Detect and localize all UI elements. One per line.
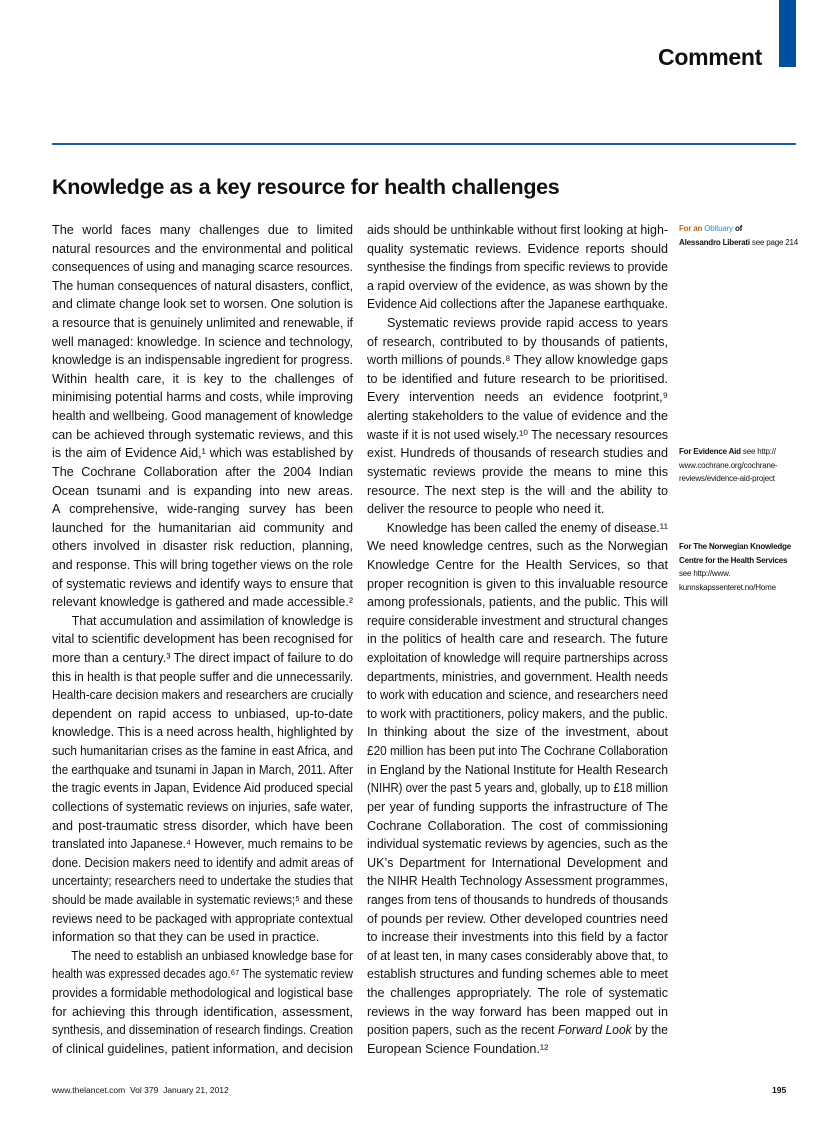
text-segment: We need knowledge centres, such as the Norwegian (367, 539, 668, 554)
text-line-content (367, 556, 668, 575)
text-line-content (367, 798, 668, 817)
text-segment: per year of funding supports the infrastructure of The (367, 799, 668, 814)
text-line-content (52, 984, 353, 1003)
text-line (52, 1021, 353, 1040)
text-line (52, 705, 353, 724)
text-line-content (52, 593, 353, 612)
note-page: see page 214 (751, 237, 799, 247)
text-line-content (367, 444, 668, 463)
text-segment: such humanitarian crises as the famine in east Africa, and (52, 744, 353, 759)
text-segment: translated into Japanese.⁴ However, much remains to be (52, 837, 353, 852)
text-segment: can be achieved through systematic reviews, and this (52, 427, 353, 442)
note-url-1[interactable]: see http://www. (679, 569, 731, 578)
text-line (367, 556, 668, 575)
note-mid: of (734, 224, 743, 233)
text-segment: establish structures and funding schemes able to meet (367, 967, 668, 982)
text-line (367, 947, 668, 966)
text-line (367, 928, 668, 947)
text-segment: in England by the National Institute for Health Research (367, 762, 668, 777)
text-segment: uncertainty; researchers need to undertake the studies that (52, 874, 353, 889)
text-line (367, 463, 668, 482)
text-segment: The world faces many challenges due to limited (52, 223, 353, 237)
text-line-content (52, 630, 353, 649)
text-line (367, 388, 668, 407)
text-segment: Health-care decision makers and researchers are crucially (52, 688, 353, 703)
text-line-content (52, 537, 353, 556)
text-segment: reviews in the way forward has been mapped out in (367, 1004, 668, 1019)
text-segment: Every intervention needs an evidence footprint,⁹ (367, 390, 668, 405)
text-segment: reviews need to be packaged with appropriate contextual (52, 911, 353, 926)
text-segment: synthesise the findings from specific reviews to provide (367, 260, 668, 275)
text-segment: worth millions of pounds.⁸ They allow knowledge gaps (367, 353, 668, 368)
text-line (52, 575, 353, 594)
text-segment: Knowledge Centre for the Health Services, so that (367, 557, 668, 572)
text-line-content (367, 817, 668, 836)
text-segment: position papers, such as the recent (367, 1023, 558, 1038)
text-line (367, 723, 668, 742)
text-line (52, 742, 353, 761)
text-line-content (367, 388, 668, 407)
text-line (52, 872, 353, 891)
text-segment: Cochrane Collaboration. The cost of commissioning (367, 818, 668, 833)
text-line-content (52, 798, 353, 817)
text-line (367, 277, 668, 296)
text-line-content (367, 295, 668, 314)
text-line-content (62, 612, 353, 631)
text-line (367, 910, 668, 929)
text-line (52, 221, 353, 240)
text-segment: consequences of using and managing scarce resources. (52, 260, 353, 275)
text-line (52, 407, 353, 426)
text-segment: and post-traumatic stress disorder, which have been (52, 818, 353, 833)
text-line-content (52, 668, 353, 687)
text-line (52, 1040, 353, 1059)
text-line-content (52, 761, 353, 780)
note-url-2[interactable]: www.cochrane.org/cochrane- (679, 460, 778, 470)
text-line (367, 872, 668, 891)
text-line (367, 426, 668, 445)
text-segment: and climate change look set to worsen. One solution is (52, 297, 353, 312)
text-line-content (377, 519, 668, 538)
section-label: Comment (658, 44, 762, 70)
text-line (52, 426, 353, 445)
text-line-content (367, 705, 668, 724)
text-segment: departments, ministries, and government. Health needs (367, 669, 668, 684)
text-line-content (52, 351, 353, 370)
text-line-content (377, 314, 668, 333)
text-line-content (367, 482, 668, 501)
text-line-content (52, 779, 353, 798)
text-line-content (52, 388, 353, 407)
text-segment: collections of systematic reviews on injuries, safe water, (52, 799, 353, 814)
text-segment: Evidence Aid collections after the Japanese earthquake. (367, 297, 668, 312)
text-line-content (52, 333, 353, 352)
text-segment: information so that they can be used in practice. (52, 930, 320, 945)
text-segment: Systematic reviews provide rapid access to years (387, 316, 668, 331)
text-segment: proper recognition is given to this invaluable resource (367, 576, 668, 591)
text-line-content (52, 705, 353, 724)
text-line-content (367, 575, 668, 594)
text-segment: systematic reviews provide the means to mine this (367, 464, 668, 479)
text-line (367, 575, 668, 594)
text-line (367, 649, 668, 668)
text-line (52, 910, 353, 929)
text-line-content (52, 295, 353, 314)
text-line (367, 407, 668, 426)
text-segment: minimising potential harms and costs, while improving (52, 390, 353, 405)
body-column-left (52, 221, 353, 1058)
text-line-content (52, 463, 353, 482)
note-url-2[interactable]: kunnskapssenteret.no/Home (679, 582, 776, 592)
text-line (367, 1040, 668, 1059)
text-segment: health was expressed decades ago.⁶⁷ The systematic review (52, 967, 353, 982)
text-line-content (367, 537, 668, 556)
text-line-content (367, 910, 668, 929)
text-line (367, 984, 668, 1003)
text-line (52, 761, 353, 780)
text-segment: exploitation of knowledge will require partnerships across (367, 651, 668, 666)
text-segment: to be identified and future research to be prioritised. (367, 371, 668, 386)
text-segment: of clinical guidelines, patient information, and decision (52, 1041, 353, 1056)
text-line-content (367, 668, 668, 687)
note-heading: For Evidence Aid (679, 447, 741, 456)
text-segment: to increase their investments into this field by a factor (367, 930, 668, 945)
text-segment: knowledge is an indispensable ingredient for progress. (52, 353, 353, 368)
text-segment: £20 million has been put into The Cochrane Collaboration (367, 744, 668, 759)
text-line-content (367, 1021, 668, 1040)
page-number: 195 (772, 1085, 787, 1095)
text-line-content (52, 519, 353, 538)
text-line-content (52, 426, 353, 445)
text-line (367, 500, 668, 519)
text-line (52, 817, 353, 836)
text-segment: the earthquake and tsunami in Japan in March, 2011. After (52, 762, 353, 777)
note-name: Alessandro Liberati (679, 237, 750, 247)
text-line (367, 668, 668, 687)
text-line-content (52, 649, 353, 668)
text-line (52, 668, 353, 687)
text-line (52, 519, 353, 538)
text-line (52, 984, 353, 1003)
text-line-content (52, 928, 319, 947)
text-segment: this in health is that people suffer and die unnecessarily. (52, 669, 353, 684)
note-heading-1: For The Norwegian Knowledge (679, 542, 791, 551)
text-segment: quality systematic reviews. Evidence reports should (367, 241, 668, 256)
text-line-content (52, 1040, 353, 1059)
text-line-content (367, 426, 668, 445)
text-line-content (52, 556, 353, 575)
text-line (367, 221, 668, 240)
italic-title: Forward Look (557, 1023, 632, 1038)
text-segment: aids should be unthinkable without first looking at high- (367, 223, 668, 237)
text-line-content (52, 444, 353, 463)
text-line (367, 240, 668, 259)
text-segment: the challenges appropriately. The role of systematic (367, 985, 668, 1000)
text-line-content (367, 779, 668, 798)
text-line (52, 854, 353, 873)
text-line (367, 965, 668, 984)
text-line (52, 947, 353, 966)
text-segment: should be made available in systematic reviews;⁵ and these (52, 892, 353, 907)
text-line-content (52, 742, 353, 761)
text-line-content (367, 593, 668, 612)
text-line (52, 295, 353, 314)
text-line (52, 649, 353, 668)
text-segment: A comprehensive, wide-ranging survey has been (52, 502, 353, 517)
text-segment: alerting stakeholders to the value of evidence and the (367, 409, 668, 424)
note-url-3[interactable]: reviews/evidence-aid-project (679, 474, 775, 483)
text-segment: of at least ten, in many cases considerably above that, to (367, 948, 668, 963)
text-line-content (52, 370, 353, 389)
text-line-content (52, 258, 353, 277)
text-segment: Within health care, it is key to the challenges of (52, 371, 353, 386)
text-line (52, 258, 353, 277)
text-segment: launched for the humanitarian aid community and (52, 520, 353, 535)
text-line (367, 258, 668, 277)
text-line-content (52, 872, 353, 891)
text-line (367, 1003, 668, 1022)
text-line (52, 686, 353, 705)
text-segment: resource. The next step is the will and the ability to (367, 483, 668, 498)
text-segment: of systematic reviews and identify ways to ensure that (52, 576, 353, 591)
text-line-content (52, 482, 353, 501)
text-line (52, 333, 353, 352)
text-line (52, 537, 353, 556)
text-line-content (52, 277, 353, 296)
text-line-content (52, 723, 353, 742)
text-line (52, 798, 353, 817)
text-segment: others involved in disaster risk reduction, planning, (52, 539, 353, 554)
text-line (52, 630, 353, 649)
text-line (52, 370, 353, 389)
text-line (367, 333, 668, 352)
text-line-content (52, 575, 353, 594)
text-segment: for achieving this through identification, assessment, (52, 1004, 353, 1019)
text-line (367, 761, 668, 780)
text-line (52, 444, 353, 463)
text-line (367, 686, 668, 705)
text-line-content (52, 1003, 353, 1022)
text-segment: well managed: knowledge. In science and technology, (52, 334, 353, 349)
text-segment: health and wellbeing. Good management of knowledge (52, 409, 353, 424)
text-segment: of pounds per review. Other developed countries need (367, 911, 668, 926)
obituary-link[interactable]: Obituary (704, 224, 733, 233)
text-segment: (NIHR) over the past 5 years and, globally, up to £18 million (367, 781, 668, 796)
note-prefix: For an (679, 224, 703, 233)
text-line (367, 705, 668, 724)
text-segment: is the aim of Evidence Aid,¹ which was established by (52, 446, 353, 461)
text-line (52, 928, 353, 947)
text-line (52, 482, 353, 501)
text-line-content (367, 612, 668, 631)
header-rule (52, 143, 796, 145)
text-line (367, 817, 668, 836)
text-line-content (367, 965, 668, 984)
text-segment: The need to establish an unbiased knowledge base for (71, 948, 353, 963)
text-line (52, 277, 353, 296)
text-segment: individual systematic reviews by agencies, such as the (367, 837, 668, 852)
text-line (52, 965, 353, 984)
text-line-content (367, 835, 668, 854)
text-line-content (367, 872, 668, 891)
text-line-content (367, 370, 668, 389)
text-segment: Ocean tsunami and is expanding into new areas. (52, 483, 353, 498)
text-segment: done. Decision makers need to identify and admit areas of (52, 855, 353, 870)
note-heading-2: Centre for the Health Services (679, 555, 788, 565)
text-line (52, 593, 353, 612)
text-line (52, 314, 353, 333)
text-line (52, 500, 353, 519)
text-line (367, 314, 668, 333)
text-line (52, 891, 353, 910)
text-line-content (367, 686, 668, 705)
text-line-content (52, 854, 353, 873)
text-segment: to work with practitioners, policy makers, and the public. (367, 706, 668, 721)
text-segment: ranges from tens of thousands to hundreds of thousands (367, 892, 668, 907)
text-segment: of research, contributed to by thousands of patients, (367, 334, 668, 349)
text-line (367, 1021, 668, 1040)
text-segment: The Cochrane Collaboration after the 2004 Indian (52, 464, 353, 479)
text-line (52, 835, 353, 854)
note-url-1[interactable]: see http:// (742, 447, 776, 456)
text-line (52, 1003, 353, 1022)
text-line-content (52, 817, 353, 836)
text-line (367, 798, 668, 817)
text-line-content (367, 947, 668, 966)
text-segment: a rapid overview of the evidence, as was shown by the (367, 278, 668, 293)
text-line-content (367, 221, 668, 240)
text-segment: exist. Hundreds of thousands of research studies and (367, 446, 668, 461)
text-line (367, 630, 668, 649)
text-line-content (367, 723, 668, 742)
text-line-content (367, 351, 668, 370)
text-line (367, 742, 668, 761)
text-segment: The human consequences of natural disasters, conflict, (52, 278, 353, 293)
text-segment: dependent on rapid access to unbiased, up-to-date (52, 706, 353, 721)
text-segment: Knowledge has been called the enemy of disease.¹¹ (386, 520, 668, 535)
footer-volume: Vol 379 (129, 1085, 159, 1095)
text-line-content (367, 984, 668, 1003)
text-line (52, 388, 353, 407)
text-segment: UK’s Department for International Development and (367, 855, 668, 870)
article-title: Knowledge as a key resource for health challenges (52, 175, 560, 199)
text-line (367, 593, 668, 612)
text-segment: to work with education and science, and researchers need (367, 688, 668, 703)
text-segment: the NIHR Health Technology Assessment programmes, (367, 874, 668, 889)
sidebar-note-norwegian-centre (679, 540, 829, 594)
text-line-content (367, 649, 668, 668)
text-line-content (367, 1040, 548, 1059)
text-segment: waste if it is not used wisely.¹⁰ The necessary resources (367, 427, 668, 442)
text-line-content (367, 333, 668, 352)
text-segment: by the (631, 1023, 668, 1038)
text-line-content (52, 835, 353, 854)
text-segment: among professionals, patients, and the public. This will (367, 595, 668, 610)
text-line-content (367, 854, 668, 873)
text-line-content (52, 314, 353, 333)
text-line (367, 444, 668, 463)
text-line-content (52, 221, 353, 240)
text-line-content (367, 742, 668, 761)
text-line-content (52, 686, 353, 705)
text-segment: more than a century.³ The direct impact of failure to do (52, 651, 353, 666)
text-line (52, 240, 353, 259)
text-line (367, 519, 668, 538)
text-line-content (62, 947, 353, 966)
text-segment: In thinking about the size of the investment, about (367, 725, 668, 740)
text-line (367, 295, 668, 314)
text-line-content (367, 500, 604, 519)
text-line-content (367, 240, 668, 259)
text-line (367, 351, 668, 370)
body-column-middle (367, 221, 668, 1058)
text-segment: vital to scientific development has been recognised for (52, 632, 353, 647)
text-line-content (367, 891, 668, 910)
text-line-content (367, 928, 668, 947)
text-line-content (52, 240, 353, 259)
text-line-content (367, 1003, 668, 1022)
sidebar-note-obituary (679, 222, 829, 249)
text-line (367, 891, 668, 910)
text-segment: relevant knowledge is gathered and made accessible.² (52, 595, 353, 610)
text-line (367, 537, 668, 556)
text-line-content (367, 630, 668, 649)
text-line (367, 854, 668, 873)
text-line (52, 351, 353, 370)
text-line (367, 779, 668, 798)
text-line-content (367, 463, 668, 482)
text-line (52, 556, 353, 575)
text-line-content (367, 277, 668, 296)
text-segment: knowledge. This is a need across health, highlighted by (52, 725, 353, 740)
text-line-content (52, 500, 353, 519)
footer-date: January 21, 2012 (163, 1085, 229, 1095)
text-line-content (52, 891, 353, 910)
text-line-content (367, 407, 668, 426)
text-segment: provides a formidable methodological and logistical base (52, 985, 353, 1000)
text-line-content (52, 407, 353, 426)
text-segment: require considerable investment and structural changes (367, 613, 668, 628)
text-segment: the tragic events in Japan, Evidence Aid produced special (52, 781, 353, 796)
text-segment: That accumulation and assimilation of knowledge is (71, 613, 354, 628)
text-segment: synthesis, and dissemination of research findings. Creation (52, 1023, 353, 1038)
text-segment: and response. This will bring together views on the role (52, 557, 353, 572)
text-line (52, 463, 353, 482)
text-line-content (52, 965, 353, 984)
text-segment: European Science Foundation.¹² (367, 1041, 549, 1056)
text-line-content (367, 258, 668, 277)
footer (52, 1085, 229, 1095)
text-line (52, 779, 353, 798)
text-line (52, 612, 353, 631)
text-line-content (367, 761, 668, 780)
sidebar-note-evidence-aid (679, 445, 829, 486)
text-line (367, 835, 668, 854)
section-accent-bar (779, 0, 796, 67)
text-line-content (52, 1021, 353, 1040)
text-line (52, 723, 353, 742)
text-line (367, 612, 668, 631)
text-segment: a resource that is genuinely unlimited and renewable, if (52, 316, 353, 331)
text-line (367, 370, 668, 389)
text-segment: in the politics of health care and research. The future (367, 632, 668, 647)
text-segment: natural resources and the environmental and political (52, 241, 353, 256)
footer-site[interactable]: www.thelancet.com (52, 1085, 126, 1095)
text-segment: deliver the resource to people who need it. (367, 502, 605, 517)
text-line-content (52, 910, 353, 929)
text-line (367, 482, 668, 501)
